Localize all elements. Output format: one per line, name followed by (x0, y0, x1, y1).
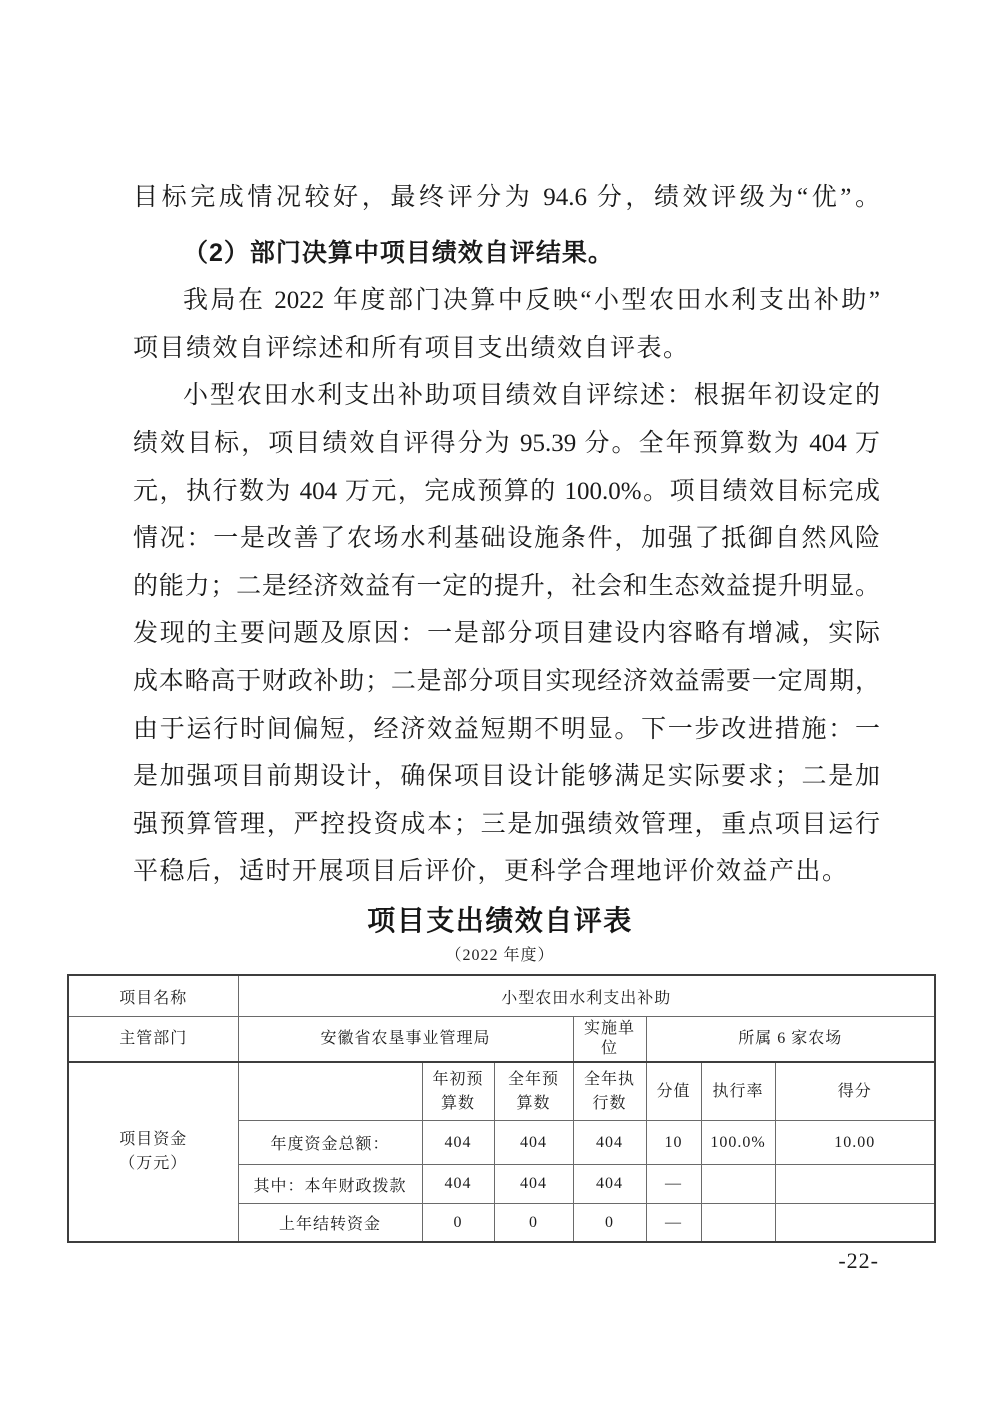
table-subtitle: （2022 年度） (445, 947, 555, 964)
cell-annual-exec: 404 (573, 1165, 646, 1204)
project-name-value: 小型农田水利支出补助 (238, 975, 935, 1017)
cell-score: 10.00 (775, 1121, 935, 1165)
body-line: 情况：一是改善了农场水利基础设施条件，加强了抵御自然风险 (133, 525, 880, 553)
dept-value: 安徽省农垦事业管理局 (238, 1017, 573, 1063)
cell-score (775, 1165, 935, 1204)
row-label: 其中：本年财政拨款 (238, 1165, 422, 1204)
section-heading: （2）部门决算中项目绩效自评结果。 (183, 238, 614, 267)
page-number: -22- (838, 1248, 879, 1273)
empty-cell (238, 1062, 422, 1121)
body-line: 平稳后，适时开展项目后评价，更科学合理地评价效益产出。 (133, 858, 849, 886)
body-line: 我局在 2022 年度部门决算中反映“小型农田水利支出补助” (183, 287, 880, 315)
row-label: 上年结转资金 (238, 1204, 422, 1243)
fund-label-line1: 项目资金 (119, 1131, 188, 1148)
body-line: 由于运行时间偏短，经济效益短期不明显。下一步改进措施：一 (133, 715, 880, 743)
col-header: 执行率 (701, 1062, 775, 1121)
cell-exec-rate (701, 1204, 775, 1243)
cell-exec-rate (701, 1165, 775, 1204)
body-line: 元，执行数为 404 万元，完成预算的 100.0%。项目绩效目标完成 (133, 477, 880, 505)
col-header: 得分 (775, 1062, 935, 1121)
body-line: 强预算管理，严控投资成本；三是加强绩效管理，重点项目运行 (133, 810, 880, 838)
body-line: 项目绩效自评综述和所有项目支出绩效自评表。 (133, 334, 690, 362)
col-header: 年初预算数 (422, 1062, 494, 1121)
cell-initial-budget: 0 (422, 1204, 494, 1243)
body-line: 成本略高于财政补助；二是部分项目实现经济效益需要一定周期， (133, 667, 880, 695)
cell-score (775, 1204, 935, 1243)
impl-unit-label: 实施单位 (573, 1017, 646, 1063)
body-line: 目标完成情况较好，最终评分为 94.6 分，绩效评级为“优”。 (133, 184, 880, 211)
table-row (68, 975, 935, 1017)
cell-annual-exec: 0 (573, 1204, 646, 1243)
table-row (68, 1017, 935, 1063)
fund-label-line2: （万元） (119, 1155, 188, 1172)
body-text-block (133, 174, 880, 896)
col-header: 全年执行数 (573, 1062, 646, 1121)
cell-annual-exec: 404 (573, 1121, 646, 1165)
cell-score-weight: — (646, 1204, 701, 1243)
body-line: 小型农田水利支出补助项目绩效自评综述：根据年初设定的 (183, 382, 880, 410)
table-header-row (68, 1062, 935, 1121)
project-name-label: 项目名称 (68, 975, 238, 1017)
cell-annual-budget: 0 (494, 1204, 573, 1243)
cell-score-weight: 10 (646, 1121, 701, 1165)
impl-unit-value: 所属 6 家农场 (646, 1017, 935, 1063)
body-line: 绩效目标，项目绩效自评得分为 95.39 分。全年预算数为 404 万 (133, 429, 880, 457)
table-title: 项目支出绩效自评表 (367, 905, 633, 936)
body-line: 的能力；二是经济效益有一定的提升，社会和生态效益提升明显。 (133, 572, 880, 600)
cell-initial-budget: 404 (422, 1121, 494, 1165)
fund-section-label (68, 1062, 238, 1242)
cell-initial-budget: 404 (422, 1165, 494, 1204)
cell-annual-budget: 404 (494, 1121, 573, 1165)
cell-annual-budget: 404 (494, 1165, 573, 1204)
col-header: 全年预算数 (494, 1062, 573, 1121)
cell-exec-rate: 100.0% (701, 1121, 775, 1165)
self-evaluation-table (67, 974, 936, 1243)
cell-score-weight: — (646, 1165, 701, 1204)
row-label: 年度资金总额： (238, 1121, 422, 1165)
dept-label: 主管部门 (68, 1017, 238, 1063)
body-line: 发现的主要问题及原因：一是部分项目建设内容略有增减，实际 (133, 620, 880, 648)
col-header: 分值 (646, 1062, 701, 1121)
body-line: 是加强项目前期设计，确保项目设计能够满足实际要求；二是加 (133, 763, 880, 791)
